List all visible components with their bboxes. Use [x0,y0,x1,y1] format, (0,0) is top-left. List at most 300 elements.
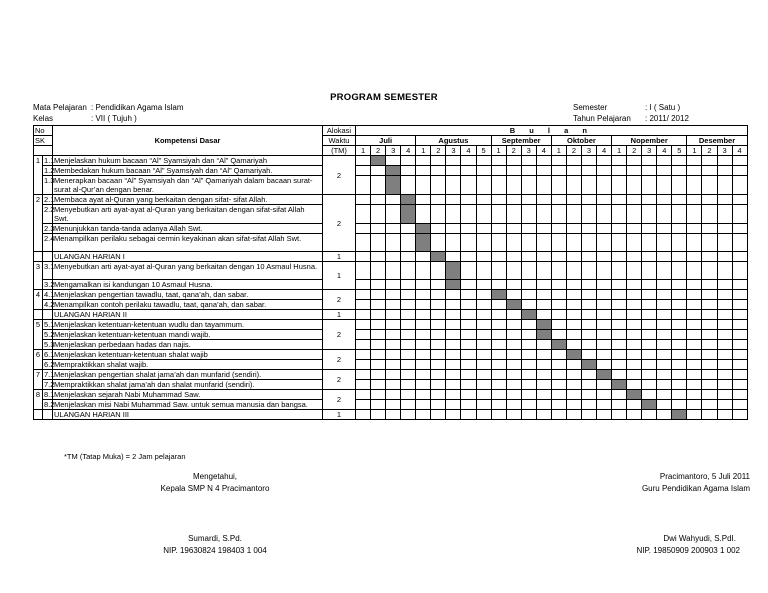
week-cell [386,350,401,360]
week-cell [491,340,506,350]
week-cell [551,380,566,390]
header-bulan: B u l a n [356,126,748,136]
week-cell [581,300,596,310]
kompetensi-text: Menjelaskan pengertian shalat jama’ah dan munfarid (sendiri). [53,370,323,380]
week-cell [687,224,702,234]
week-cell [476,195,491,205]
week-cell [491,400,506,410]
week-cell [732,340,747,350]
week-cell [687,390,702,400]
kompetensi-text: Membaca ayat al-Quran yang berkaitan dengan sifat- sifat Allah. [53,195,323,205]
week-cell [431,410,446,420]
sig-left-line2: Kepala SMP N 4 Pracimantoro [160,484,270,493]
kompetensi-text: Menerapkan bacaan “Al” Syamsiyah dan “Al” Qamariyah dalam bacaan surat-surat al-Qur’an dengan benar. [53,176,323,195]
week-cell [401,380,416,390]
scheduled-week-cell [642,400,657,410]
week-cell [386,390,401,400]
week-cell [461,252,476,262]
kompetensi-text: Menjelaskan pengertian tawadlu, taat, qana’ah, dan sabar. [53,290,323,300]
week-cell [717,156,732,166]
week-cell [386,234,401,252]
week-cell [642,310,657,320]
week-cell [566,320,581,330]
week-cell [642,380,657,390]
scheduled-week-cell [627,390,642,400]
week-cell [521,290,536,300]
week-cell [491,310,506,320]
week-cell [627,400,642,410]
week-cell [566,252,581,262]
week-cell [521,224,536,234]
week-cell [431,280,446,290]
week-number: 4 [732,146,747,156]
week-number: 1 [612,146,627,156]
week-cell [476,280,491,290]
week-cell [566,390,581,400]
week-cell [597,330,612,340]
week-cell [416,156,431,166]
week-cell [732,290,747,300]
scheduled-week-cell [401,195,416,205]
week-cell [717,380,732,390]
week-cell [461,390,476,400]
alokasi-waktu: 2 [323,390,356,410]
week-cell [732,252,747,262]
semester-value: : I ( Satu ) [645,103,681,112]
week-cell [627,234,642,252]
week-cell [446,400,461,410]
week-cell [672,280,687,290]
week-cell [581,320,596,330]
week-cell [491,234,506,252]
sk-number: 3 [34,262,43,290]
week-cell [416,252,431,262]
week-cell [551,390,566,400]
week-cell [356,370,371,380]
week-cell [371,205,386,224]
kompetensi-text: Menjelaskan sejarah Nabi Muhammad Saw. [53,390,323,400]
kd-number: 8.1 [44,390,55,399]
week-cell [356,252,371,262]
kd-number: 1.2 [44,166,55,175]
mapel-value: : Pendidikan Agama Islam [91,103,184,112]
week-cell [521,400,536,410]
week-cell [581,400,596,410]
week-cell [371,330,386,340]
week-cell [521,370,536,380]
week-cell [491,262,506,280]
week-cell [702,262,717,280]
week-cell [461,380,476,390]
week-cell [642,166,657,176]
week-cell [536,290,551,300]
week-cell [461,310,476,320]
week-cell [732,156,747,166]
week-cell [491,360,506,370]
week-cell [717,350,732,360]
week-cell [371,400,386,410]
week-cell [521,410,536,420]
week-cell [566,205,581,224]
week-cell [371,350,386,360]
week-cell [476,350,491,360]
week-cell [491,205,506,224]
week-cell [386,400,401,410]
week-cell [461,234,476,252]
week-cell [431,320,446,330]
month-desember: Desember [687,136,747,146]
week-cell [717,234,732,252]
week-cell [521,234,536,252]
kd-number: 6.1 [44,350,55,359]
month-oktober: Oktober [551,136,611,146]
scheduled-week-cell [536,320,551,330]
week-cell [371,262,386,280]
week-cell [551,195,566,205]
week-cell [612,262,627,280]
week-cell [581,280,596,290]
week-number: 4 [536,146,551,156]
week-cell [717,176,732,195]
week-cell [627,320,642,330]
week-cell [702,195,717,205]
week-cell [536,156,551,166]
week-cell [401,224,416,234]
week-cell [657,380,672,390]
week-cell [657,340,672,350]
week-cell [431,300,446,310]
week-cell [371,234,386,252]
week-cell [581,195,596,205]
week-cell [386,156,401,166]
week-cell [356,195,371,205]
week-cell [506,166,521,176]
week-cell [476,360,491,370]
kd-number [43,310,53,320]
week-cell [687,166,702,176]
week-cell [356,234,371,252]
week-cell [371,310,386,320]
week-cell [446,410,461,420]
week-cell [597,310,612,320]
week-cell [702,290,717,300]
week-number: 5 [672,146,687,156]
week-cell [431,156,446,166]
week-cell [521,380,536,390]
week-cell [521,360,536,370]
week-cell [551,300,566,310]
week-cell [536,176,551,195]
week-cell [627,360,642,370]
week-cell [416,176,431,195]
week-cell [702,350,717,360]
week-cell [566,156,581,166]
week-cell [732,410,747,420]
week-cell [566,224,581,234]
week-cell [401,300,416,310]
week-cell [416,380,431,390]
week-cell [356,390,371,400]
week-cell [356,360,371,370]
week-cell [687,380,702,390]
week-cell [416,290,431,300]
week-cell [642,300,657,310]
week-cell [702,320,717,330]
week-cell [521,300,536,310]
week-cell [521,176,536,195]
week-cell [476,370,491,380]
week-cell [431,234,446,252]
week-cell [551,280,566,290]
week-cell [401,390,416,400]
week-cell [371,370,386,380]
week-cell [581,410,596,420]
week-cell [536,370,551,380]
header-sk: SK [34,136,53,146]
header-no-label: No [35,126,45,135]
kompetensi-text: Mempraktikkan shalat wajib. [53,360,323,370]
week-cell [642,252,657,262]
week-cell [536,340,551,350]
week-cell [431,380,446,390]
week-cell [627,205,642,224]
week-number: 1 [551,146,566,156]
week-cell [732,262,747,280]
week-cell [717,224,732,234]
week-number: 3 [717,146,732,156]
week-cell [401,262,416,280]
week-cell [386,410,401,420]
week-cell [401,410,416,420]
week-cell [657,350,672,360]
week-cell [536,300,551,310]
week-cell [597,340,612,350]
week-cell [461,205,476,224]
semester-label: Semester [573,103,608,112]
week-cell [476,156,491,166]
month-nopember: Nopember [612,136,687,146]
week-cell [356,350,371,360]
kd-number: 5.2 [44,330,55,339]
week-cell [612,410,627,420]
week-cell [672,390,687,400]
week-cell [702,340,717,350]
week-cell [446,176,461,195]
week-cell [491,156,506,166]
sk-number [34,252,43,262]
week-cell [536,350,551,360]
week-cell [416,300,431,310]
week-cell [371,390,386,400]
week-cell [446,310,461,320]
tahun-label: Tahun Pelajaran [573,114,631,123]
week-cell [597,280,612,290]
week-cell [642,205,657,224]
week-cell [371,290,386,300]
week-cell [491,320,506,330]
week-cell [416,360,431,370]
kompetensi-text: Menjelaskan ketentuan-ketentuan mandi wajib. [53,330,323,340]
week-cell [581,340,596,350]
week-cell [416,410,431,420]
week-cell [446,370,461,380]
week-cell [732,380,747,390]
week-cell [566,262,581,280]
scheduled-week-cell [386,166,401,176]
week-cell [732,166,747,176]
alokasi-waktu: 1 [323,310,356,320]
week-cell [717,320,732,330]
scheduled-week-cell [612,380,627,390]
week-cell [566,330,581,340]
week-cell [476,224,491,234]
kd-number: 2.4 [43,234,53,252]
week-cell [581,310,596,320]
alokasi-waktu: 1 [323,252,356,262]
week-cell [566,234,581,252]
week-cell [732,330,747,340]
week-cell [687,252,702,262]
week-cell [491,252,506,262]
week-cell [732,195,747,205]
week-cell [702,410,717,420]
week-cell [521,156,536,166]
week-cell [431,310,446,320]
week-cell [672,224,687,234]
week-cell [476,166,491,176]
week-cell [506,234,521,252]
kompetensi-text: Menjelaskan ketentuan-ketentuan shalat wajib [53,350,323,360]
week-cell [657,166,672,176]
week-cell [386,252,401,262]
week-cell [461,320,476,330]
week-cell [476,380,491,390]
kd-number: 7.2 [44,380,55,389]
week-cell [732,234,747,252]
week-cell [476,330,491,340]
scheduled-week-cell [581,360,596,370]
week-cell [431,166,446,176]
week-cell [657,234,672,252]
week-cell [401,310,416,320]
week-cell [612,195,627,205]
week-number: 3 [446,146,461,156]
week-cell [566,176,581,195]
week-cell [672,252,687,262]
week-cell [597,290,612,300]
sk-number: 6 [34,350,43,370]
week-cell [732,280,747,290]
week-cell [732,224,747,234]
week-cell [431,350,446,360]
week-cell [581,205,596,224]
week-cell [612,360,627,370]
week-cell [551,310,566,320]
alokasi-waktu: 2 [323,195,356,252]
alokasi-waktu: 2 [323,350,356,370]
week-cell [732,350,747,360]
week-cell [506,330,521,340]
week-cell [401,330,416,340]
week-cell [446,252,461,262]
week-cell [717,262,732,280]
week-cell [702,400,717,410]
scheduled-week-cell [566,350,581,360]
week-cell [506,156,521,166]
week-cell [521,390,536,400]
week-cell [506,310,521,320]
week-cell [566,166,581,176]
week-cell [491,330,506,340]
week-cell [702,380,717,390]
week-number: 2 [566,146,581,156]
alokasi-waktu: 2 [323,320,356,350]
week-cell [702,390,717,400]
week-cell [627,290,642,300]
sk-number [34,410,43,420]
week-cell [506,290,521,300]
week-cell [356,205,371,224]
week-cell [401,156,416,166]
week-cell [446,195,461,205]
week-cell [687,290,702,300]
week-cell [597,390,612,400]
week-cell [597,234,612,252]
week-cell [597,195,612,205]
week-cell [506,176,521,195]
week-cell [687,205,702,224]
week-cell [672,195,687,205]
week-cell [717,410,732,420]
week-cell [657,156,672,166]
kd-number: 1.1 [44,156,55,165]
week-cell [536,252,551,262]
week-cell [521,262,536,280]
sig-right-name: Dwi Wahyudi, S.PdI. [663,534,736,543]
week-cell [687,330,702,340]
week-cell [431,224,446,234]
week-number: 3 [581,146,596,156]
week-cell [657,310,672,320]
week-cell [687,176,702,195]
week-cell [506,400,521,410]
week-cell [521,320,536,330]
week-number: 5 [476,146,491,156]
week-cell [431,195,446,205]
week-cell [446,390,461,400]
week-cell [642,234,657,252]
week-cell [461,300,476,310]
week-cell [416,310,431,320]
week-number: 3 [521,146,536,156]
week-cell [687,360,702,370]
week-cell [461,262,476,280]
kd-number: 5.3 [44,340,55,349]
week-cell [627,224,642,234]
week-cell [386,310,401,320]
week-cell [687,234,702,252]
alokasi-waktu: 2 [323,370,356,390]
week-cell [536,262,551,280]
sig-right-line1: Pracimantoro, 5 Juli 2011 [659,472,750,481]
week-cell [732,320,747,330]
week-cell [446,300,461,310]
alokasi-waktu: 1 [323,410,356,420]
ulangan-harian-label: ULANGAN HARIAN II [53,310,323,320]
week-cell [642,290,657,300]
kd-number: 3.2 [44,280,55,289]
week-cell [371,195,386,205]
